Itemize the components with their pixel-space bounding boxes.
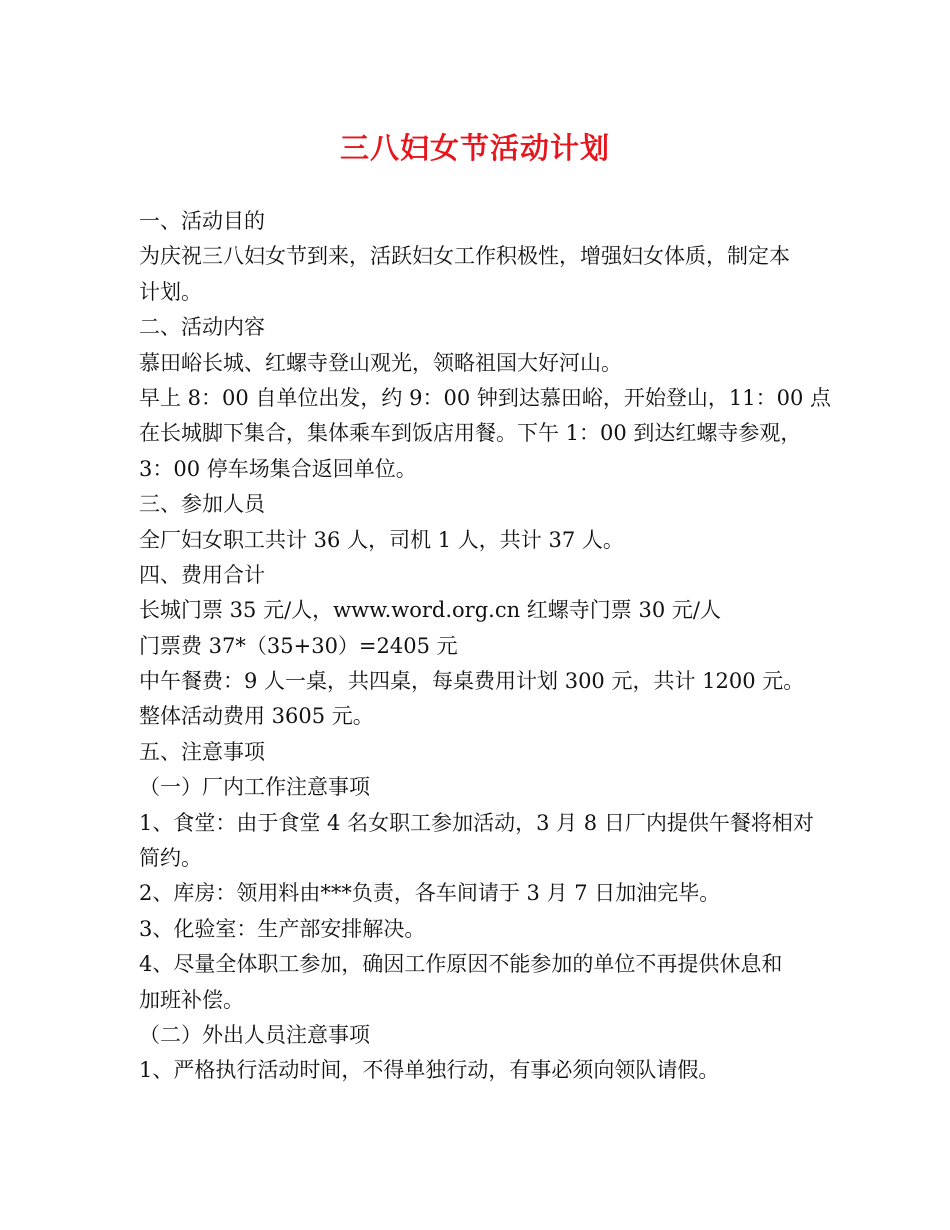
section-heading-purpose: 一、活动目的 (139, 209, 265, 233)
subsection-heading-internal: （一）厂内工作注意事项 (139, 775, 370, 800)
paragraph-line: 计划。 (139, 279, 202, 304)
section-heading-notes: 五、注意事项 (139, 739, 265, 764)
paragraph-line: 为庆祝三八妇女节到来，活跃妇女工作积极性，增强妇女体质，制定本 (139, 244, 790, 269)
paragraph-line: 在长城脚下集合，集体乘车到饭店用餐。下午 1：00 到达红螺寺参观， (139, 421, 802, 446)
list-item-continuation: 加班补偿。 (139, 987, 244, 1012)
paragraph-line: 门票费 37*（35+30）=2405 元 (139, 633, 458, 658)
paragraph-line: 长城门票 35 元/人，www.word.org.cn 红螺寺门票 30 元/人 (139, 598, 721, 623)
document-title: 三八妇女节活动计划 (339, 131, 610, 165)
list-item: 4、尽量全体职工参加，确因工作原因不能参加的单位不再提供休息和 (139, 952, 783, 977)
section-heading-costs: 四、费用合计 (139, 562, 265, 587)
document-body (139, 204, 829, 1089)
section-heading-content: 二、活动内容 (139, 315, 265, 340)
paragraph-line: 3：00 停车场集合返回单位。 (139, 456, 417, 481)
list-item: 1、食堂：由于食堂 4 名女职工参加活动，3 月 8 日厂内提供午餐将相对 (139, 810, 814, 835)
section-heading-participants: 三、参加人员 (139, 492, 265, 517)
paragraph-line: 慕田峪长城、红螺寺登山观光，领略祖国大好河山。 (139, 350, 622, 375)
list-item: 1、严格执行活动时间，不得单独行动，有事必须向领队请假。 (139, 1058, 720, 1083)
list-item: 3、化验室：生产部安排解决。 (139, 916, 426, 941)
subsection-heading-external: （二）外出人员注意事项 (139, 1022, 370, 1047)
paragraph-line: 早上 8：00 自单位出发，约 9：00 钟到达慕田峪，开始登山，11：00 点 (139, 385, 831, 410)
list-item: 2、库房：领用料由***负责，各车间请于 3 月 7 日加油完毕。 (139, 881, 721, 906)
paragraph-line: 中午餐费：9 人一桌，共四桌，每桌费用计划 300 元，共计 1200 元。 (139, 669, 805, 694)
paragraph-line: 整体活动费用 3605 元。 (139, 704, 374, 729)
paragraph-line: 全厂妇女职工共计 36 人，司机 1 人，共计 37 人。 (139, 527, 624, 552)
list-item-continuation: 简约。 (139, 846, 202, 871)
